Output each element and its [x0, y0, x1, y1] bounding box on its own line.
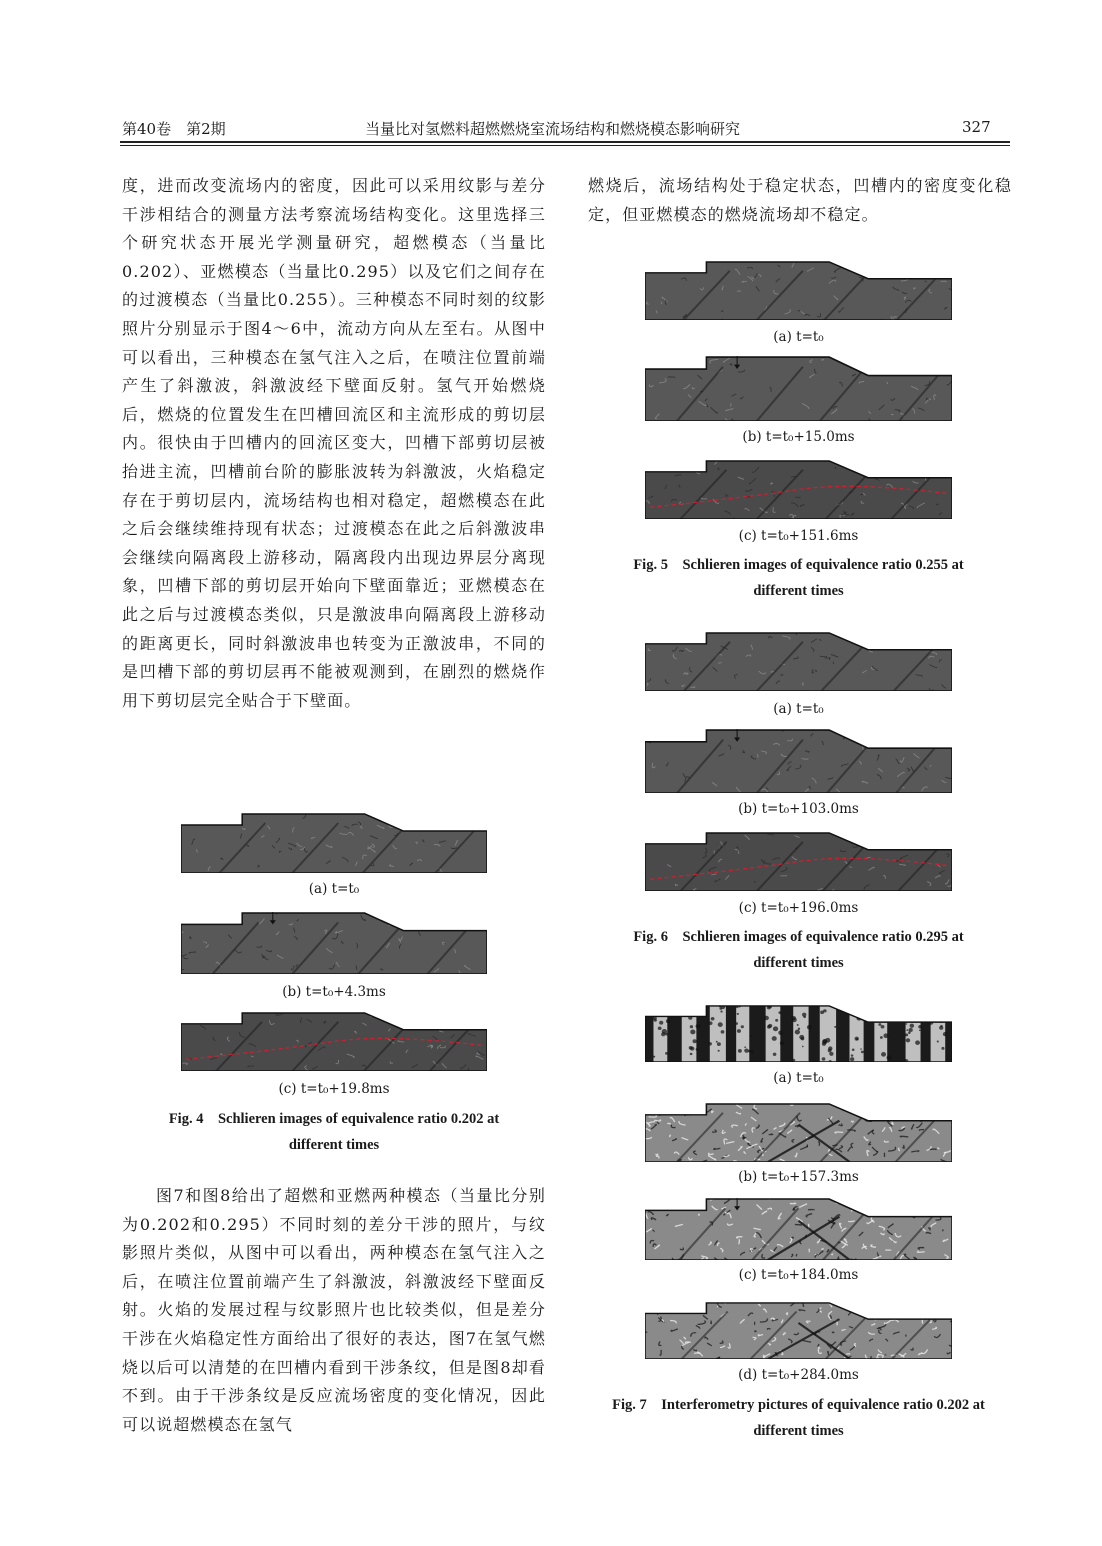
running-header-title: 当量比对氢燃料超燃燃烧室流场结构和燃烧模态影响研究 — [365, 120, 741, 138]
fig6-caption-line2: different times — [753, 955, 844, 971]
fig6-image-b — [645, 729, 952, 793]
fig7-image-d — [645, 1302, 952, 1359]
fig6-subcaption-a: (a) t=t₀ — [773, 701, 824, 717]
fig4-subcaption-b: (b) t=t₀+4.3ms — [282, 984, 386, 1000]
fig5-caption-line1: Fig. 5 Schlieren images of equivalence ratio 0.255 at — [633, 557, 964, 573]
fig5-image-b — [645, 356, 952, 421]
fig7-image-c — [645, 1198, 952, 1260]
fig5-image-a — [645, 261, 952, 320]
fig4-image-a — [181, 813, 487, 873]
fig7-image-a — [645, 1005, 952, 1062]
fig4-caption-line1: Fig. 4 Schlieren images of equivalence ratio 0.202 at — [168, 1111, 500, 1127]
fig4-subcaption-c: (c) t=t₀+19.8ms — [278, 1081, 390, 1097]
body-paragraph-left-2: 图7和图8给出了超燃和亚燃两种模态（当量比分别为0.202和0.295）不同时刻的差分干涉的照片，与纹影照片类似，从图中可以看出，两种模态在氢气注入之后，在喷注位置前端产生了斜激波，斜激波经下壁面反射。火焰的发展过程与纹影照片也比较类似，但是差分干涉在火焰稳定性方面给出了很好的表达，图7在氢气燃烧以后可以清楚的在凹槽内看到干涉条纹，但是图8却看不到。由于干涉条纹是反应流场密度的变化情况，因此可以说超燃模态在氢气 — [122, 1186, 546, 1434]
body-paragraph-right-1: 燃烧后，流场结构处于稳定状态，凹槽内的密度变化稳定，但亚燃模态的燃烧流场却不稳定。 — [588, 176, 1012, 224]
fig4-subcaption-a: (a) t=t₀ — [308, 881, 360, 897]
fig5-subcaption-a: (a) t=t₀ — [773, 329, 824, 345]
fig6-caption-line1: Fig. 6 Schlieren images of equivalence ratio 0.295 at — [633, 929, 964, 945]
fig6-image-c — [645, 832, 952, 891]
fig4-caption-line2: different times — [288, 1137, 380, 1153]
fig4-image-b — [181, 912, 487, 974]
running-header-volume: 第40卷 第2期 — [122, 120, 226, 138]
header-rule-thick — [120, 141, 1010, 143]
fig7-subcaption-c: (c) t=t₀+184.0ms — [738, 1267, 859, 1283]
fig5-subcaption-c: (c) t=t₀+151.6ms — [738, 528, 859, 544]
fig7-caption-line2: different times — [753, 1423, 844, 1439]
fig5-caption-line2: different times — [753, 583, 844, 599]
fig4-image-c — [181, 1012, 487, 1071]
fig6-image-a — [645, 632, 952, 691]
fig7-subcaption-b: (b) t=t₀+157.3ms — [738, 1169, 859, 1185]
header-rule-thin — [120, 145, 1010, 146]
fig5-subcaption-b: (b) t=t₀+15.0ms — [742, 429, 855, 445]
fig7-caption-line1: Fig. 7 Interferometry pictures of equivalence ratio 0.202 at — [612, 1397, 985, 1413]
fig7-image-b — [645, 1103, 952, 1162]
fig5-image-c — [645, 460, 952, 519]
fig7-subcaption-d: (d) t=t₀+284.0ms — [738, 1367, 859, 1383]
fig7-subcaption-a: (a) t=t₀ — [773, 1070, 824, 1086]
fig6-subcaption-b: (b) t=t₀+103.0ms — [738, 801, 859, 817]
body-paragraph-left-1: 度，进而改变流场内的密度，因此可以采用纹影与差分干涉相结合的测量方法考察流场结构变化。这里选择三个研究状态开展光学测量研究，超燃模态（当量比0.202）、亚燃模态（当量比0.295）以及它们之间存在的过渡模态（当量比0.255）。三种模态不同时刻的纹影照片分别显示于图4～6中，流动方向从左至右。从图中可以看出，三种模态在氢气注入之后，在喷注位置前端产生了斜激波，斜激波经下壁面反射。氢气开始燃烧后，燃烧的位置发生在凹槽回流区和主流形成的剪切层内。很快由于凹槽内的回流区变大，凹槽下部剪切层被抬进主流，凹槽前台阶的膨胀波转为斜激波，火焰稳定存在于剪切层内，流场结构也相对稳定，超燃模态在此之后会继续维持现有状态；过渡模态在此之后斜激波串会继续向隔离段上游移动，隔离段内出现边界层分离现象，凹槽下部的剪切层开始向下壁面靠近；亚燃模态在此之后与过渡模态类似，只是激波串向隔离段上游移动的距离更长，同时斜激波串也转变为正激波串，不同的是凹槽下部的剪切层再不能被观测到，在剧烈的燃烧作用下剪切层完全贴合于下壁面。 — [122, 176, 546, 710]
page-number: 327 — [962, 118, 991, 136]
fig6-subcaption-c: (c) t=t₀+196.0ms — [738, 900, 859, 916]
